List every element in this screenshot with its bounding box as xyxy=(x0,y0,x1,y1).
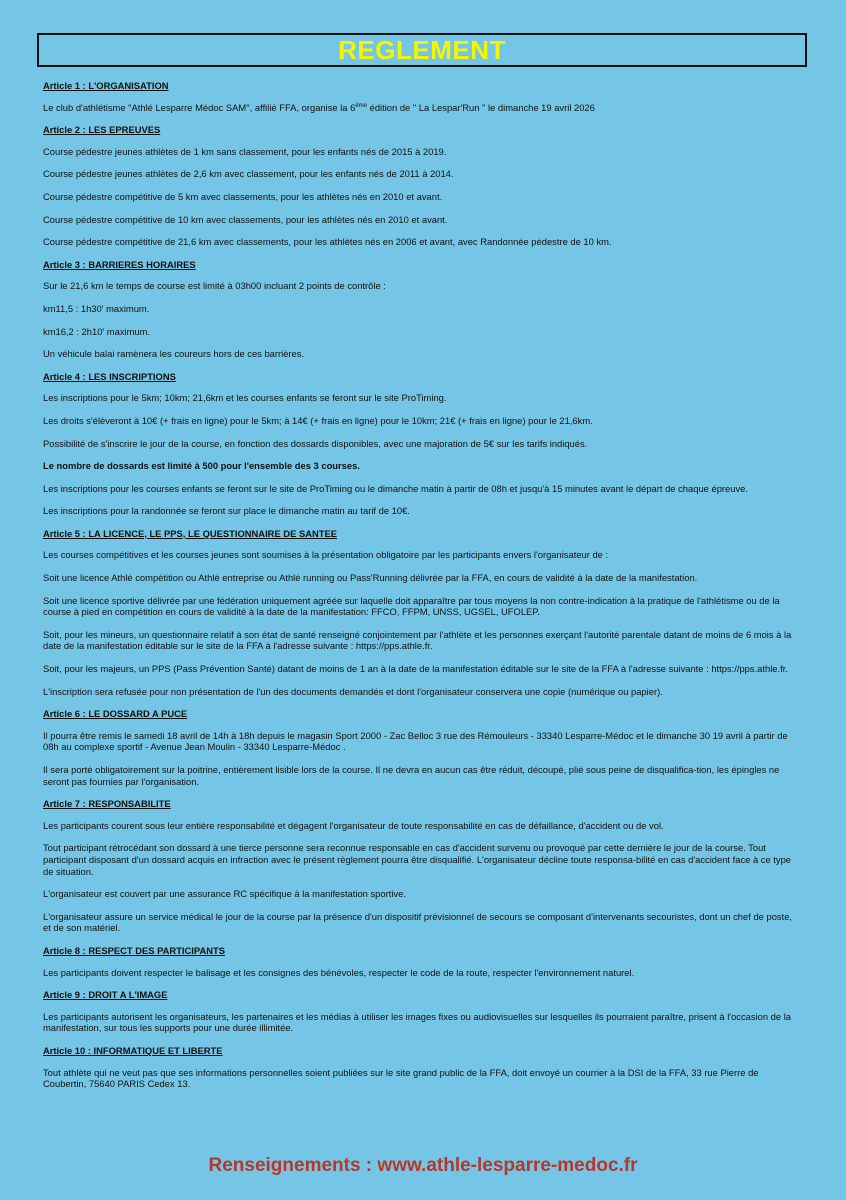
article-paragraph: Les droits s'élèveront à 10€ (+ frais en ligne) pour le 5km; à 14€ (+ frais en ligne) pour le 10km; 21€ (+ frais en ligne) pour le 21,6km. xyxy=(43,414,593,426)
footer-info-link[interactable]: Renseignements : www.athle-lesparre-medoc.fr xyxy=(208,1155,638,1176)
article-paragraph: Sur le 21,6 km le temps de course est limité à 03h00 incluant 2 points de contrôle : xyxy=(43,280,386,292)
article-paragraph: Les inscriptions pour la randonnée se feront sur place le dimanche matin au tarif de 10€. xyxy=(43,505,410,517)
article-paragraph: Course pédestre jeunes athlètes de 2,6 km avec classement, pour les enfants nés de 2011 à 2014. xyxy=(43,168,454,180)
article-paragraph: Les participants courent sous leur entière responsabilité et dégagent l'organisateur de toute responsabilité en cas de défaillance, d'accident ou de vol. xyxy=(43,819,664,831)
article-paragraph: Il sera porté obligatoirement sur la poitrine, entièrement lisible lors de la course. Il ne devra en aucun cas être réduit, découpé, plié sous peine de disqualifica-tion, les épingles ne seront pas fournies par l'organisation. xyxy=(43,764,780,787)
article-paragraph: Tout athlète qui ne veut pas que ses informations personnelles soient publiées sur le site grand public de la FFA, doit envoyé un courrier à la DSI de la FFA, 33 rue Pierre de Coubertin, 75640 PARIS Cedex 13. xyxy=(43,1066,759,1090)
article-heading: Article 2 : LES EPREUVES xyxy=(43,124,161,136)
article-paragraph: L'organisateur assure un service médical le jour de la course par la présence d'un dispositif prévisionnel de secours se composant d'intervenants secouristes, dont un chef de poste, et de son matériel. xyxy=(43,910,793,934)
paragraph-text: édition de " La Lespar'Run " le dimanche 19 avril 2026 xyxy=(367,101,595,113)
article-paragraph: Les courses compétitives et les courses jeunes sont soumises à la présentation obligatoire par les participants envers l'organisateur de : xyxy=(43,549,609,561)
article-heading: Article 8 : RESPECT DES PARTICIPANTS xyxy=(43,944,225,956)
rules-content xyxy=(43,80,800,1101)
article-section xyxy=(43,708,800,787)
article-paragraph: Course pédestre jeunes athlètes de 1 km sans classement, pour les enfants nés de 2015 à 2019. xyxy=(43,145,447,157)
article-paragraph: Il pourra être remis le samedi 18 avril de 14h à 18h depuis le magasin Sport 2000 - Zac Belloc 3 rue des Rémouleurs - 33340 Lesparre-Médoc et le dimanche 30 19 avril à partir de 08h au complexe sportif - Avenue Jean Moulin - 33340 Lesparre-Médoc . xyxy=(43,729,788,753)
article-paragraph: Les inscriptions pour les courses enfants se feront sur le site de ProTiming ou le dimanche matin à partir de 08h et jusqu'à 15 minutes avant le départ de chaque épreuve. xyxy=(43,482,748,494)
page-title: REGLEMENT xyxy=(338,34,506,65)
article-heading: Article 6 : LE DOSSARD A PUCE xyxy=(43,708,188,720)
article-paragraph: km16,2 : 2h10' maximum. xyxy=(43,325,151,337)
article-paragraph: Les participants autorisent les organisateurs, les partenaires et les médias à utiliser les images fixes ou audiovisuelles sur lesquelles ils pourraient paraître, prisent à l'occasion de la manifestation, sur tous les supports pour une durée illimitée. xyxy=(43,1010,792,1034)
article-section xyxy=(43,989,800,1034)
article-heading: Article 1 : L'ORGANISATION xyxy=(43,80,169,91)
article-section xyxy=(43,528,800,697)
article-paragraph: Un véhicule balai ramènera les coureurs hors de ces barrières. xyxy=(43,348,305,360)
article-heading: Article 3 : BARRIERES HORAIRES xyxy=(43,258,196,270)
article-heading: Article 4 : LES INSCRIPTIONS xyxy=(43,370,176,382)
article-paragraph: Les participants doivent respecter le balisage et les consignes des bénévoles, respecter le code de la route, respecter l'environnement naturel. xyxy=(43,966,635,978)
article-section xyxy=(43,945,800,978)
article-paragraph xyxy=(43,102,800,114)
article-section xyxy=(43,259,800,360)
article-paragraph: L'organisateur est couvert par une assurance RC spécifique à la manifestation sportive. xyxy=(43,888,406,900)
superscript: ème xyxy=(355,102,367,109)
article-heading: Article 5 : LA LICENCE, LE PPS, LE QUESTIONNAIRE DE SANTEE xyxy=(43,527,337,539)
paragraph-text: Le club d'athlétisme "Athlé Lesparre Médoc SAM'', affilié FFA, organise la 6 xyxy=(43,101,356,113)
article-paragraph: Les inscriptions pour le 5km; 10km; 21,6km et les courses enfants se feront sur le site ProTiming. xyxy=(43,392,447,404)
article-section xyxy=(43,798,800,934)
article-paragraph: Possibilité de s'inscrire le jour de la course, en fonction des dossards disponibles, avec une majoration de 5€ sur les tarifs indiqués. xyxy=(43,437,588,449)
article-paragraph: Course pédestre compétitive de 10 km avec classements, pour les athlètes nés en 2010 et avant. xyxy=(43,213,448,225)
article-heading: Article 9 : DROIT A L'IMAGE xyxy=(43,989,168,1001)
title-banner xyxy=(37,33,807,67)
article-paragraph: Soit, pour les mineurs, un questionnaire relatif à son état de santé renseigné conjointement par l'athlète et les personnes exerçant l'autorité parentale datant de moins de 6 mois à la date de la manifestation éditable sur le site de la FFA à l'adresse suivante : https://pps.athle.fr. xyxy=(43,628,792,652)
article-paragraph: Soit une licence sportive délivrée par une fédération uniquement agréée sur laquelle doit apparaître par tous moyens la non contre-indication à la pratique de l'athlétisme ou de la course à pied en compétition en cours de validité à la date de la manifestation: FFCO, FFPM, UNSS, UGSEL, UFOLEP. xyxy=(43,594,780,618)
article-paragraph: L'inscription sera refusée pour non présentation de l'un des documents demandés et dont l'organisateur conservera une copie (numérique ou papier). xyxy=(43,685,663,697)
article-section xyxy=(43,124,800,248)
article-section xyxy=(43,1045,800,1090)
article-paragraph: Course pédestre compétitive de 21,6 km avec classements, pour les athlètes nés en 2006 et avant, avec Randonnée pédestre de 10 km. xyxy=(43,236,612,248)
article-paragraph: Le nombre de dossards est limité à 500 pour l'ensemble des 3 courses. xyxy=(43,460,360,472)
article-section xyxy=(43,371,800,517)
article-heading: Article 7 : RESPONSABILITE xyxy=(43,798,171,810)
article-paragraph: Soit, pour les majeurs, un PPS (Pass Prévention Santé) datant de moins de 1 an à la date de la manifestation éditable sur le site de la FFA à l'adresse suivante : https://pps.athle.fr. xyxy=(43,663,788,675)
article-paragraph: Course pédestre compétitive de 5 km avec classements, pour les athlètes nés en 2010 et avant. xyxy=(43,190,443,202)
article-paragraph: km11,5 : 1h30' maximum. xyxy=(43,302,150,314)
article-paragraph: Tout participant rétrocédant son dossard à une tierce personne sera reconnue responsable en cas d'accident survenu ou provoqué par cette dernière le jour de la course. Tout participant disposant d'un dossard acquis en infraction avec le présent règlement pourra être disqualifié. L'organisateur décline toute responsa-bilité en cas d'accident face à ce type de situation. xyxy=(43,842,792,877)
article-paragraph: Soit une licence Athlé compétition ou Athlé entreprise ou Athlé running ou Pass'Running délivrée par la FFA, en cours de validité à la date de la manifestation. xyxy=(43,572,698,584)
article-section xyxy=(43,80,800,113)
article-heading: Article 10 : INFORMATIQUE ET LIBERTE xyxy=(43,1044,223,1056)
